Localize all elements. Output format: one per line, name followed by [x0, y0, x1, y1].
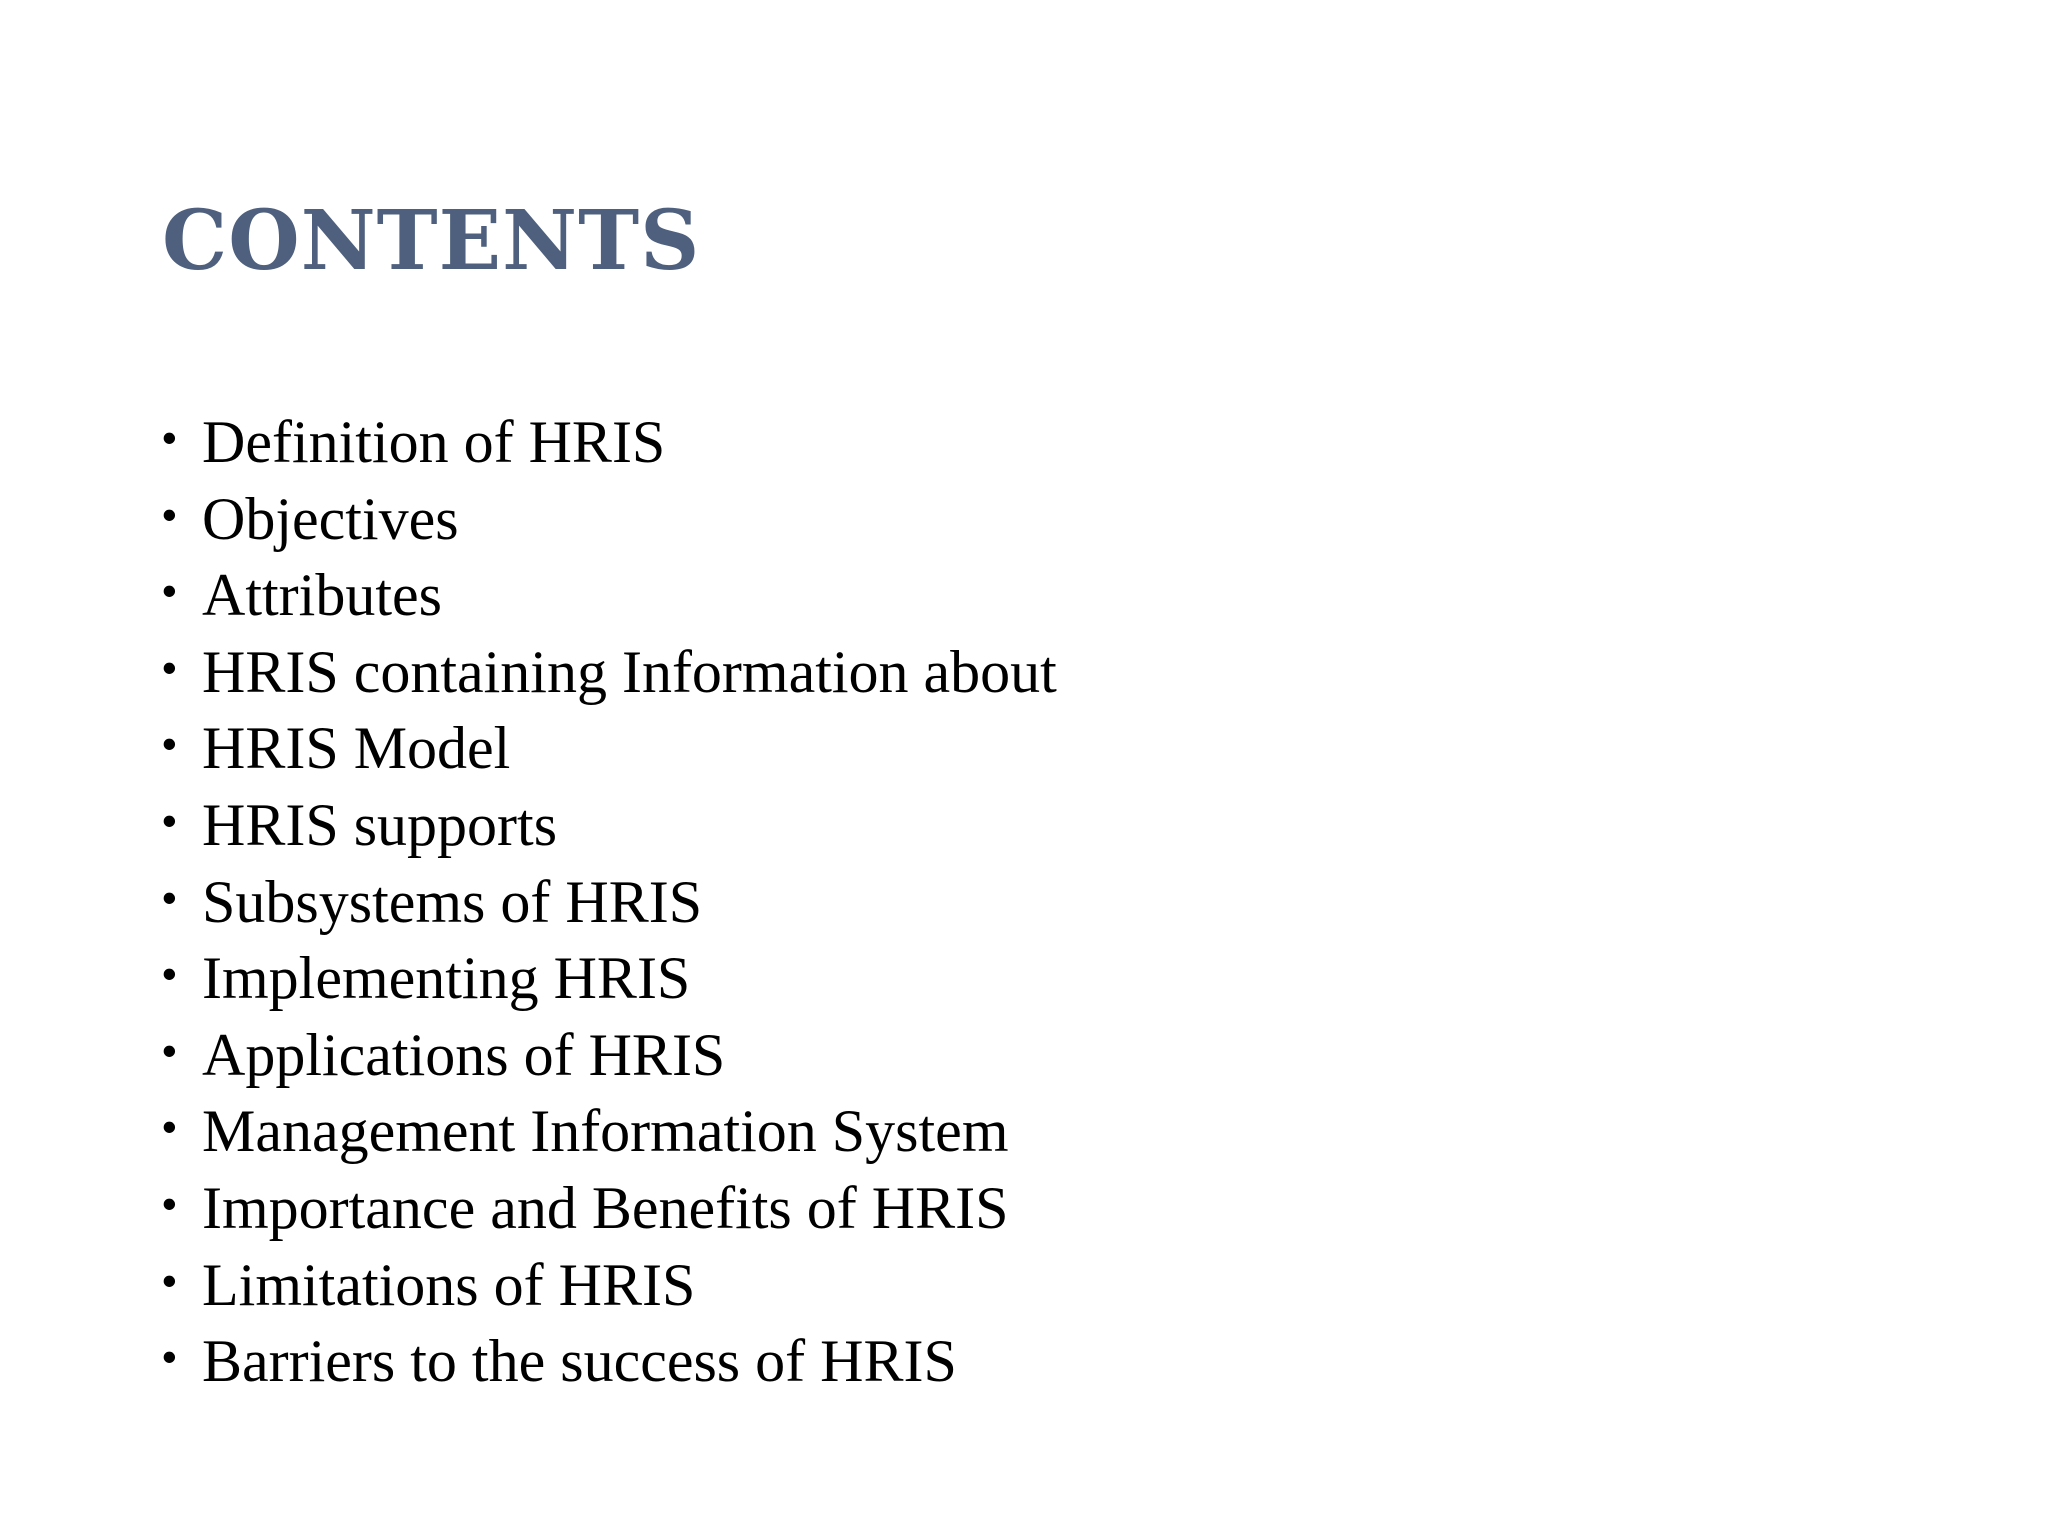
list-item — [162, 787, 1057, 864]
bullet-icon: • — [162, 1333, 177, 1381]
list-item-text: Applications of HRIS — [202, 1021, 726, 1088]
list-item-text: Implementing HRIS — [202, 945, 691, 1012]
list-item — [162, 557, 1057, 634]
bullet-icon: • — [162, 490, 177, 538]
bullet-icon: • — [162, 1026, 177, 1074]
list-item-text: Attributes — [202, 562, 442, 629]
contents-list — [162, 404, 1057, 1400]
list-item-text: Limitations of HRIS — [202, 1251, 696, 1318]
bullet-icon: • — [162, 414, 177, 461]
list-item-text: HRIS containing Information about — [202, 638, 1057, 705]
list-item — [162, 481, 1057, 558]
list-item — [162, 1323, 1057, 1400]
list-item — [162, 634, 1057, 711]
bullet-icon: • — [162, 796, 177, 844]
list-item-text: Management Information System — [202, 1098, 1009, 1165]
list-item — [162, 864, 1057, 941]
list-item — [162, 404, 1057, 481]
list-item-text: HRIS supports — [202, 791, 558, 858]
bullet-icon: • — [162, 1179, 177, 1227]
list-item — [162, 940, 1057, 1017]
list-item-text: HRIS Model — [202, 715, 511, 782]
list-item-text: Definition of HRIS — [202, 409, 666, 475]
list-item-text: Barriers to the success of HRIS — [202, 1328, 957, 1395]
list-item-text: Subsystems of HRIS — [202, 868, 703, 935]
list-item — [162, 1247, 1057, 1324]
bullet-icon: • — [162, 567, 177, 615]
slide-title: CONTENTS — [162, 193, 701, 289]
list-item — [162, 710, 1057, 787]
bullet-icon: • — [162, 643, 177, 691]
list-item-text: Objectives — [202, 485, 459, 552]
list-item — [162, 1017, 1057, 1094]
bullet-icon: • — [162, 873, 177, 921]
list-item — [162, 1093, 1057, 1170]
bullet-icon: • — [162, 1256, 177, 1304]
list-item-text: Importance and Benefits of HRIS — [202, 1174, 1009, 1241]
bullet-icon: • — [162, 1103, 177, 1151]
bullet-icon: • — [162, 950, 177, 998]
list-item — [162, 1170, 1057, 1247]
bullet-icon: • — [162, 720, 177, 768]
